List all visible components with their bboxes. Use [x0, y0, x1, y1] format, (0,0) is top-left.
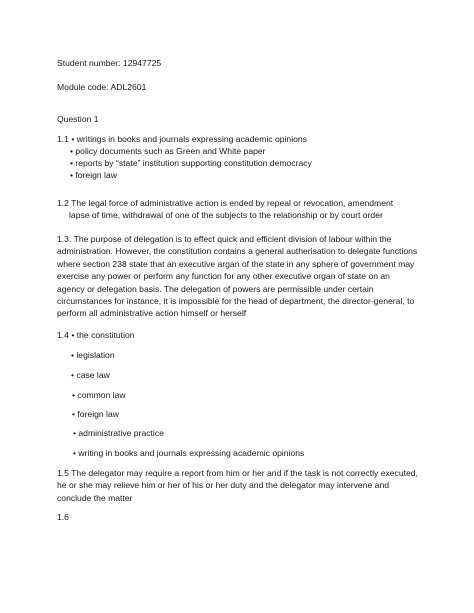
q1-4-bullet: • case law	[71, 370, 110, 380]
q1-6-label: 1.6	[57, 512, 69, 522]
q1-2-line2: lapse of time, withdrawal of one of the subjects to the relationship or by court order	[69, 210, 383, 220]
q1-5-paragraph: 1.5 The delegator may require a report from him or her and if the task is not correctly executed, he or she may relieve him or her of his or her duty and the delegator may intervene and conclude the matter	[57, 468, 418, 503]
q1-3-paragraph: 1.3. The purpose of delegation is to effect quick and efficient division of labour within the administration. However, the constitution contains a general autherisation to delegate functions where section 238 state that an executive argan of the state in any sphere of government may exercise any power or perform any function for any other executive organ of state on an agency or delegation basis. The delegation of powers are permissible under certain circumstances for instance, it is impossible for the head of department, the director-general, to perform all administrative action himself or herself	[57, 234, 418, 319]
q1-4-bullet: • legislation	[71, 350, 115, 360]
q1-4-bullet: • administrative practice	[73, 428, 164, 438]
q1-2-line1: 1.2 The legal force of administrative action is ended by repeal or revocation, amendment	[57, 198, 394, 208]
question-title: Question 1	[57, 114, 99, 124]
q1-1-lead: 1.1 • writings in books and journals expressing academic opinions	[57, 134, 307, 144]
q1-4-bullet: • common law	[72, 390, 126, 400]
q1-1-bullet: • policy documents such as Green and White paper	[70, 146, 266, 156]
module-code: Module code: ADL2601	[57, 82, 147, 92]
q1-1-bullet: • reports by “state” institution supporting constitution democracy	[70, 158, 312, 168]
q1-4-bullet: • foreign law	[72, 409, 119, 419]
q1-4-lead: 1.4 • the constitution	[57, 330, 135, 340]
q1-1-bullet: • foreign law	[70, 170, 117, 180]
q1-4-bullet: • writing in books and journals expressing academic opinions	[73, 448, 305, 458]
student-number: Student number: 12947725	[57, 58, 162, 68]
